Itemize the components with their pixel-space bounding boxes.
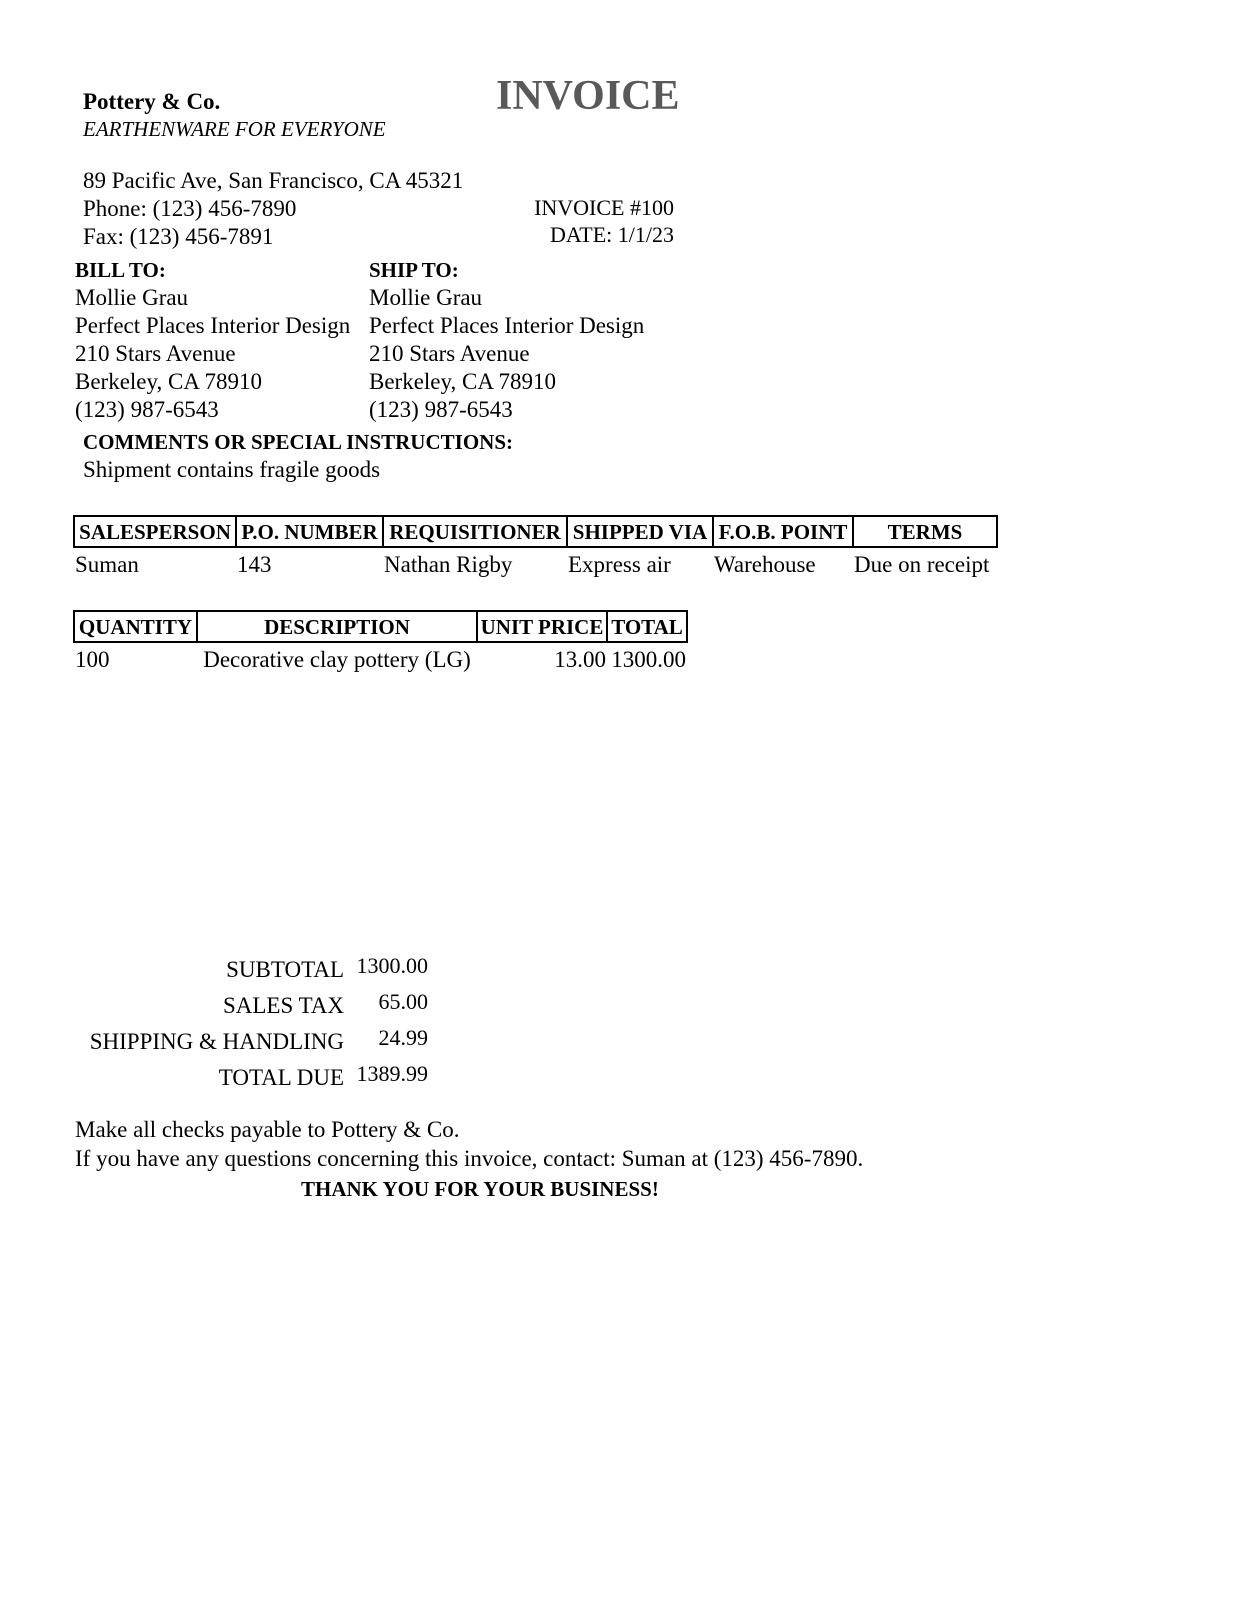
- company-contact: [83, 167, 463, 251]
- table-cell: 143: [237, 552, 272, 577]
- column-header: F.O.B. POINT: [713, 516, 853, 547]
- comments-text: Shipment contains fragile goods: [83, 457, 381, 482]
- ship-to-line: (123) 987-6543: [369, 397, 513, 422]
- table-cell: Express air: [568, 552, 671, 577]
- subtotal-value: 1300.00: [356, 953, 428, 978]
- column-header: SHIPPED VIA: [567, 516, 713, 547]
- company-name: Pottery & Co.: [83, 89, 221, 114]
- table-header-row: [74, 516, 997, 547]
- column-header: REQUISITIONER: [383, 516, 567, 547]
- column-header: TERMS: [853, 516, 997, 547]
- invoice-title: INVOICE: [496, 73, 680, 119]
- bill-to-line: Perfect Places Interior Design: [75, 313, 351, 338]
- column-header: UNIT PRICE: [477, 611, 607, 642]
- shipping-label: SHIPPING & HANDLING: [89, 1029, 344, 1054]
- bill-to-line: (123) 987-6543: [75, 397, 219, 422]
- ship-to-line: Berkeley, CA 78910: [369, 369, 556, 394]
- column-header: QUANTITY: [74, 611, 197, 642]
- checks-payable-note: Make all checks payable to Pottery & Co.: [75, 1117, 460, 1142]
- column-header: TOTAL: [607, 611, 687, 642]
- table-row: [74, 642, 687, 677]
- ship-to-line: Perfect Places Interior Design: [369, 313, 645, 338]
- ship-to-line: Mollie Grau: [369, 285, 483, 310]
- subtotal-label: SUBTOTAL: [226, 957, 344, 982]
- comments-label: COMMENTS OR SPECIAL INSTRUCTIONS:: [83, 430, 513, 454]
- line-items-table: [73, 610, 688, 677]
- shipping-value: 24.99: [378, 1025, 428, 1050]
- table-row: [74, 547, 997, 582]
- ship-to-block: [369, 256, 644, 424]
- sales-tax-label: SALES TAX: [222, 993, 344, 1018]
- table-cell: Due on receipt: [854, 552, 990, 577]
- company-fax: Fax: (123) 456-7891: [83, 224, 274, 249]
- ship-to-line: 210 Stars Avenue: [369, 341, 530, 366]
- bill-to-block: [75, 256, 350, 424]
- ship-to-label: SHIP TO:: [369, 258, 459, 282]
- contact-note: If you have any questions concerning this invoice, contact: Suman at (123) 456-7890.: [75, 1146, 864, 1171]
- table-cell: Suman: [75, 552, 139, 577]
- total-due-value: 1389.99: [356, 1061, 428, 1086]
- table-cell: 1300.00: [611, 647, 686, 672]
- column-header: P.O. NUMBER: [236, 516, 383, 547]
- company-phone: Phone: (123) 456-7890: [83, 196, 297, 221]
- total-due-label: TOTAL DUE: [218, 1065, 344, 1090]
- order-info-table: [73, 515, 998, 582]
- company-address: 89 Pacific Ave, San Francisco, CA 45321: [83, 168, 464, 193]
- bill-to-label: BILL TO:: [75, 258, 166, 282]
- bill-to-line: Berkeley, CA 78910: [75, 369, 262, 394]
- bill-to-line: 210 Stars Avenue: [75, 341, 236, 366]
- column-header: SALESPERSON: [74, 516, 236, 547]
- column-header: DESCRIPTION: [197, 611, 477, 642]
- company-tagline: EARTHENWARE FOR EVERYONE: [83, 117, 386, 141]
- invoice-date: DATE: 1/1/23: [549, 222, 674, 247]
- table-header-row: [74, 611, 687, 642]
- table-cell: Decorative clay pottery (LG): [203, 647, 471, 672]
- invoice-number: INVOICE #100: [534, 195, 674, 220]
- table-cell: 13.00: [554, 647, 606, 672]
- bill-to-line: Mollie Grau: [75, 285, 189, 310]
- table-cell: Nathan Rigby: [384, 552, 513, 577]
- table-cell: 100: [75, 647, 110, 672]
- thank-you-note: THANK YOU FOR YOUR BUSINESS!: [301, 1177, 659, 1201]
- table-cell: Warehouse: [714, 552, 816, 577]
- sales-tax-value: 65.00: [378, 989, 428, 1014]
